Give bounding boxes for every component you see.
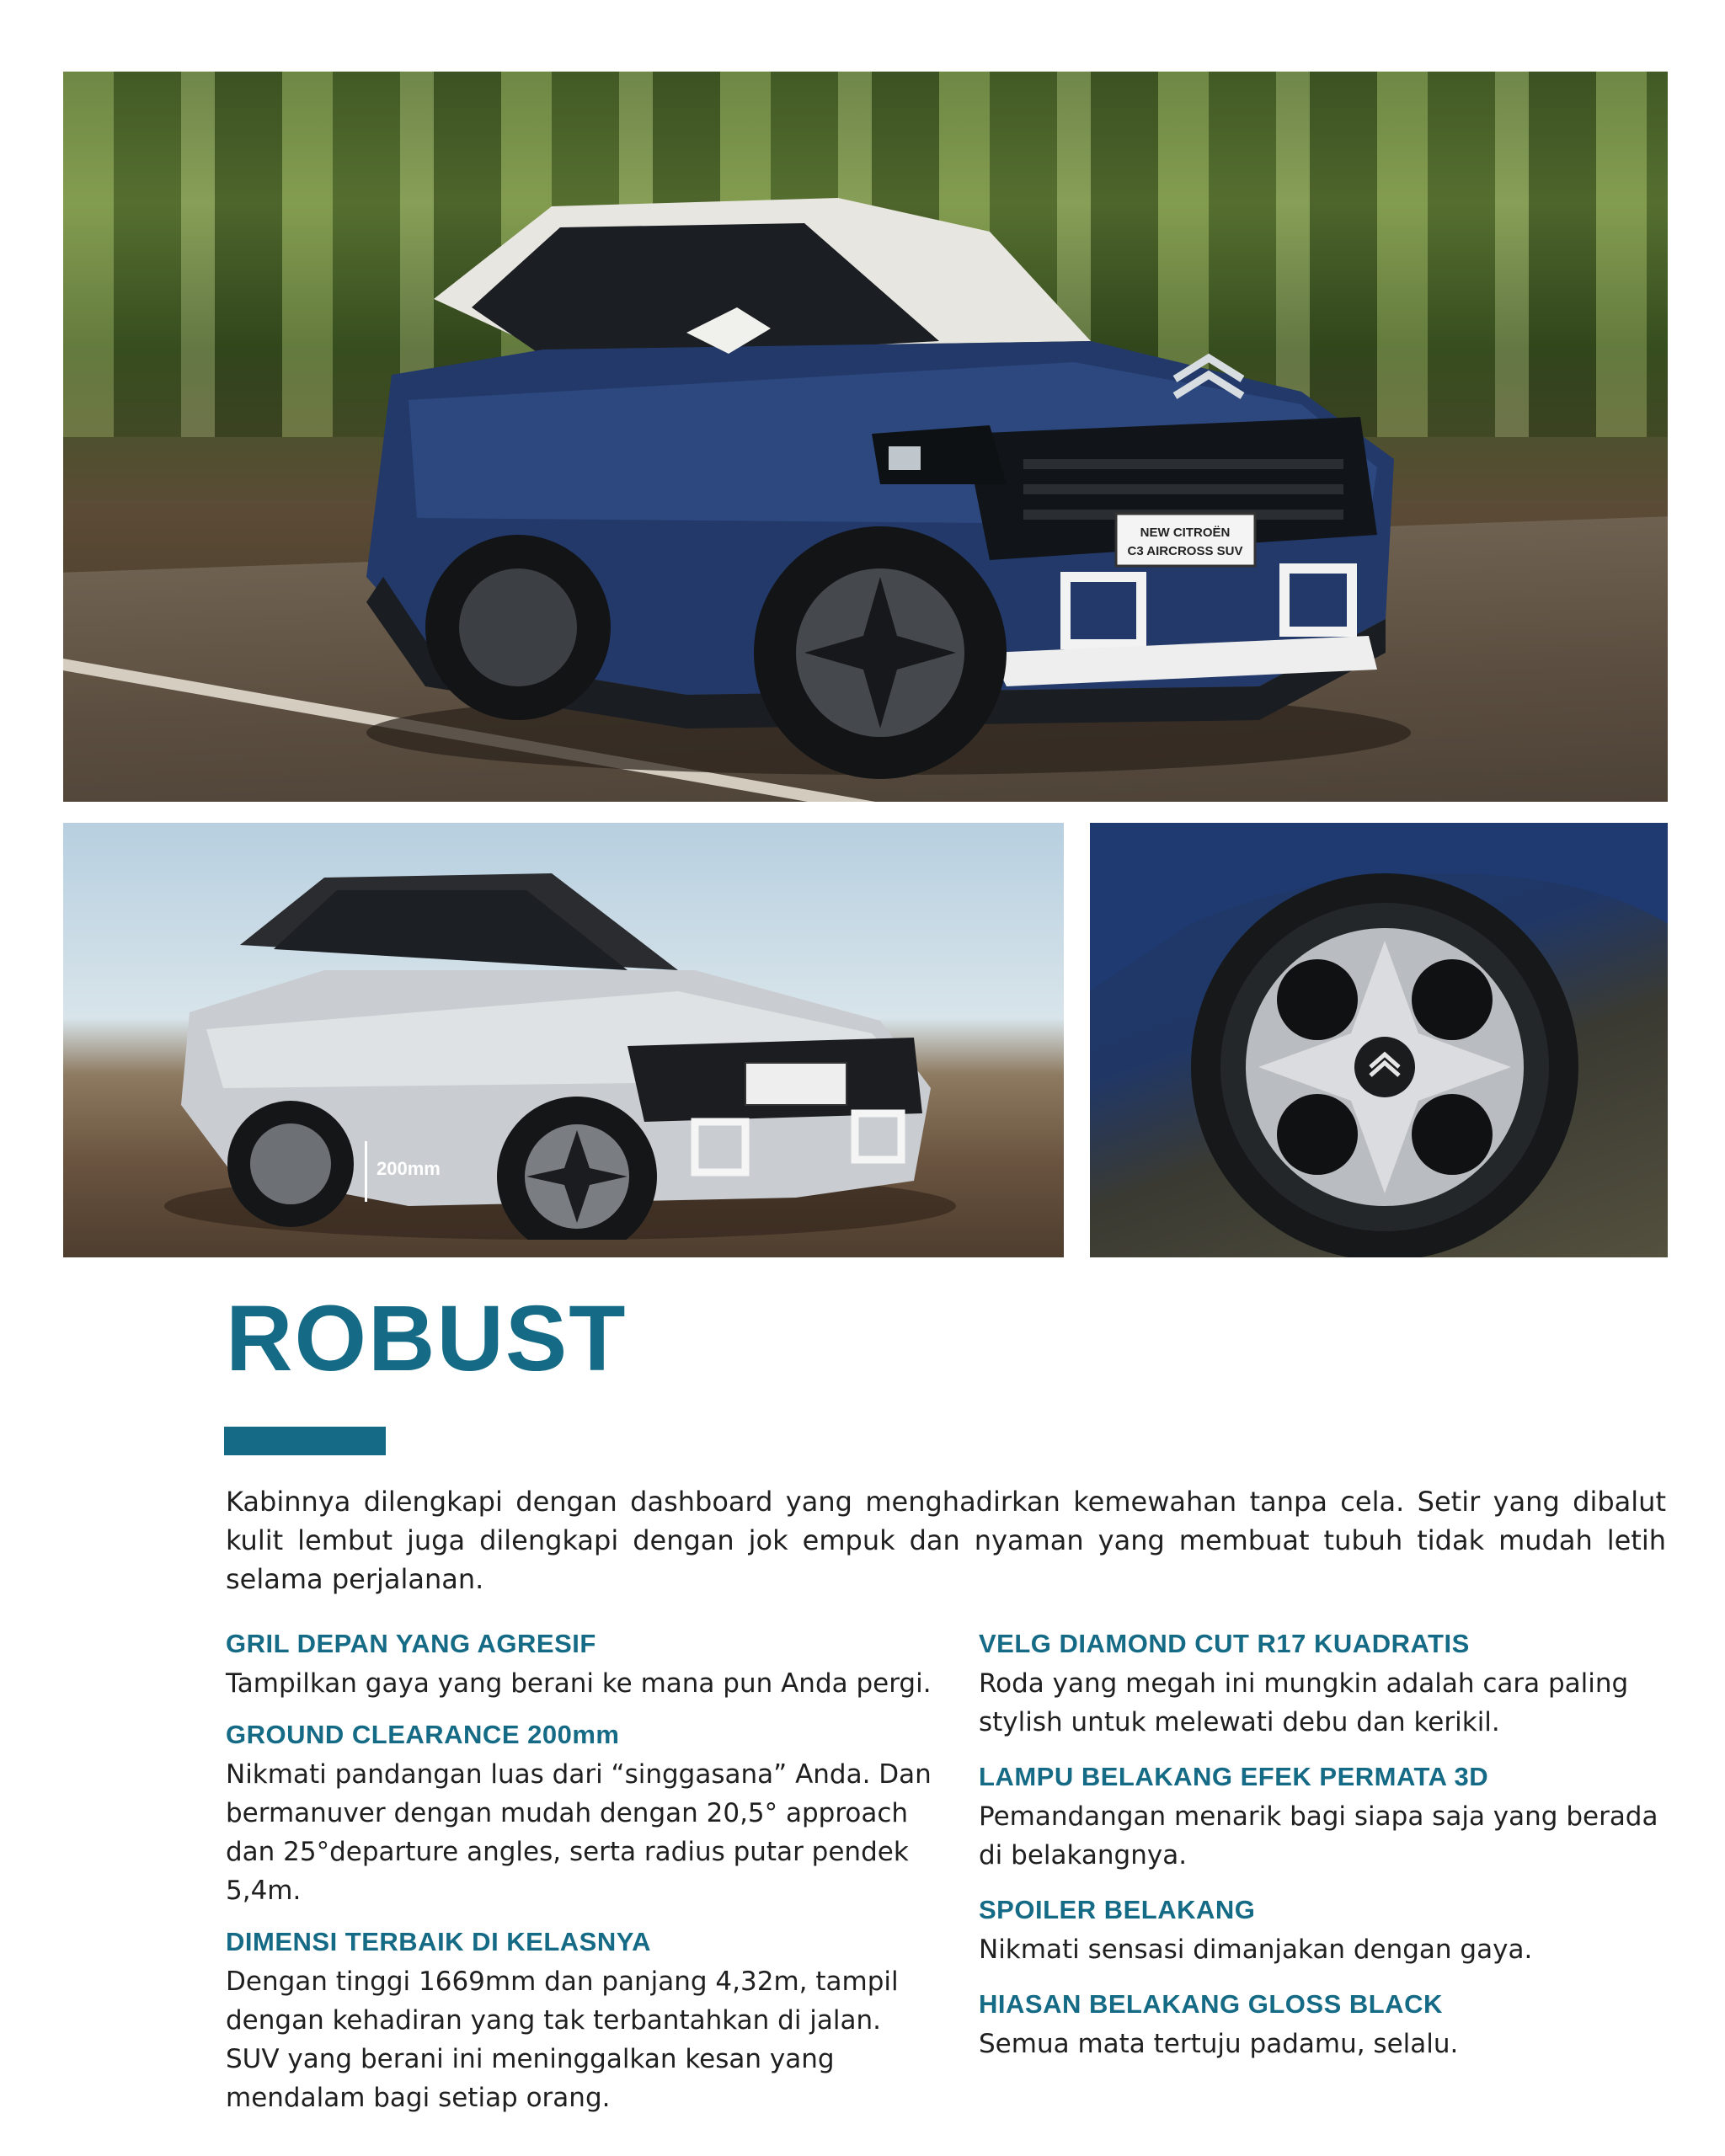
feature-heading: SPOILER BELAKANG [979,1895,1256,1924]
side-photo [63,823,1064,1257]
left-feature-column [226,1627,933,2132]
diamond-cut-wheel-illustration [1090,823,1668,1257]
feature-text: Pemandangan menarik bagi siapa saja yang berada di belakangnya. [979,1801,1658,1870]
feature-item [979,1988,1678,2063]
accent-rule [224,1427,386,1455]
feature-heading: HIASAN BELAKANG GLOSS BLACK [979,1989,1443,2019]
feature-heading: LAMPU BELAKANG EFEK PERMATA 3D [979,1762,1489,1791]
feature-heading: GRIL DEPAN YANG AGRESIF [226,1629,596,1658]
feature-item [226,1925,933,2117]
wheel-photo [1090,823,1668,1257]
ground-clearance-arrow [365,1141,367,1202]
feature-heading: DIMENSI TERBAIK DI KELASNYA [226,1927,651,1956]
blue-suv-illustration [333,181,1436,787]
intro-paragraph: Kabinnya dilengkapi dengan dashboard yang menghadirkan kemewahan tanpa cela. Setir yang dibalut kulit lembut juga dilengkapi dengan jok empuk dan nyaman yang membuat tubuh tidak mudah letih selama perjalanan. [226,1486,1666,1595]
feature-item [226,1718,933,1910]
feature-text: Tampilkan gaya yang berani ke mana pun Anda pergi. [226,1668,932,1699]
hero-photo [63,72,1668,802]
ground-clearance-label: 200mm [377,1158,441,1179]
feature-text: Nikmati pandangan luas dari “singgasana” Anda. Dan bermanuver dengan mudah dengan 20,5° approach dan 25°departure angles, serta radius putar pendek 5,4m. [226,1759,932,1906]
feature-text: Dengan tinggi 1669mm dan panjang 4,32m, tampil dengan kehadiran yang tak terbantahkan di jalan. SUV yang berani ini meninggalkan kesan yang mendalam bagi setiap orang. [226,1967,899,2113]
svg-text:C3 AIRCROSS SUV: C3 AIRCROSS SUV [1127,544,1243,558]
feature-item [979,1893,1678,1969]
plate-text: NEW CITROËN [1140,526,1231,540]
feature-heading: GROUND CLEARANCE 200mm [226,1720,620,1749]
feature-text: Semua mata tertuju padamu, selalu. [979,2029,1459,2059]
page-title: ROBUST [226,1287,628,1390]
feature-item [226,1627,933,1703]
right-feature-column [979,1627,1678,2082]
silver-suv-illustration [156,844,981,1240]
feature-item [979,1760,1678,1875]
feature-text: Nikmati sensasi dimanjakan dengan gaya. [979,1935,1533,1965]
feature-item [979,1627,1678,1742]
feature-heading: VELG DIAMOND CUT R17 KUADRATIS [979,1629,1470,1658]
feature-text: Roda yang megah ini mungkin adalah cara paling stylish untuk melewati debu dan kerikil. [979,1668,1629,1737]
